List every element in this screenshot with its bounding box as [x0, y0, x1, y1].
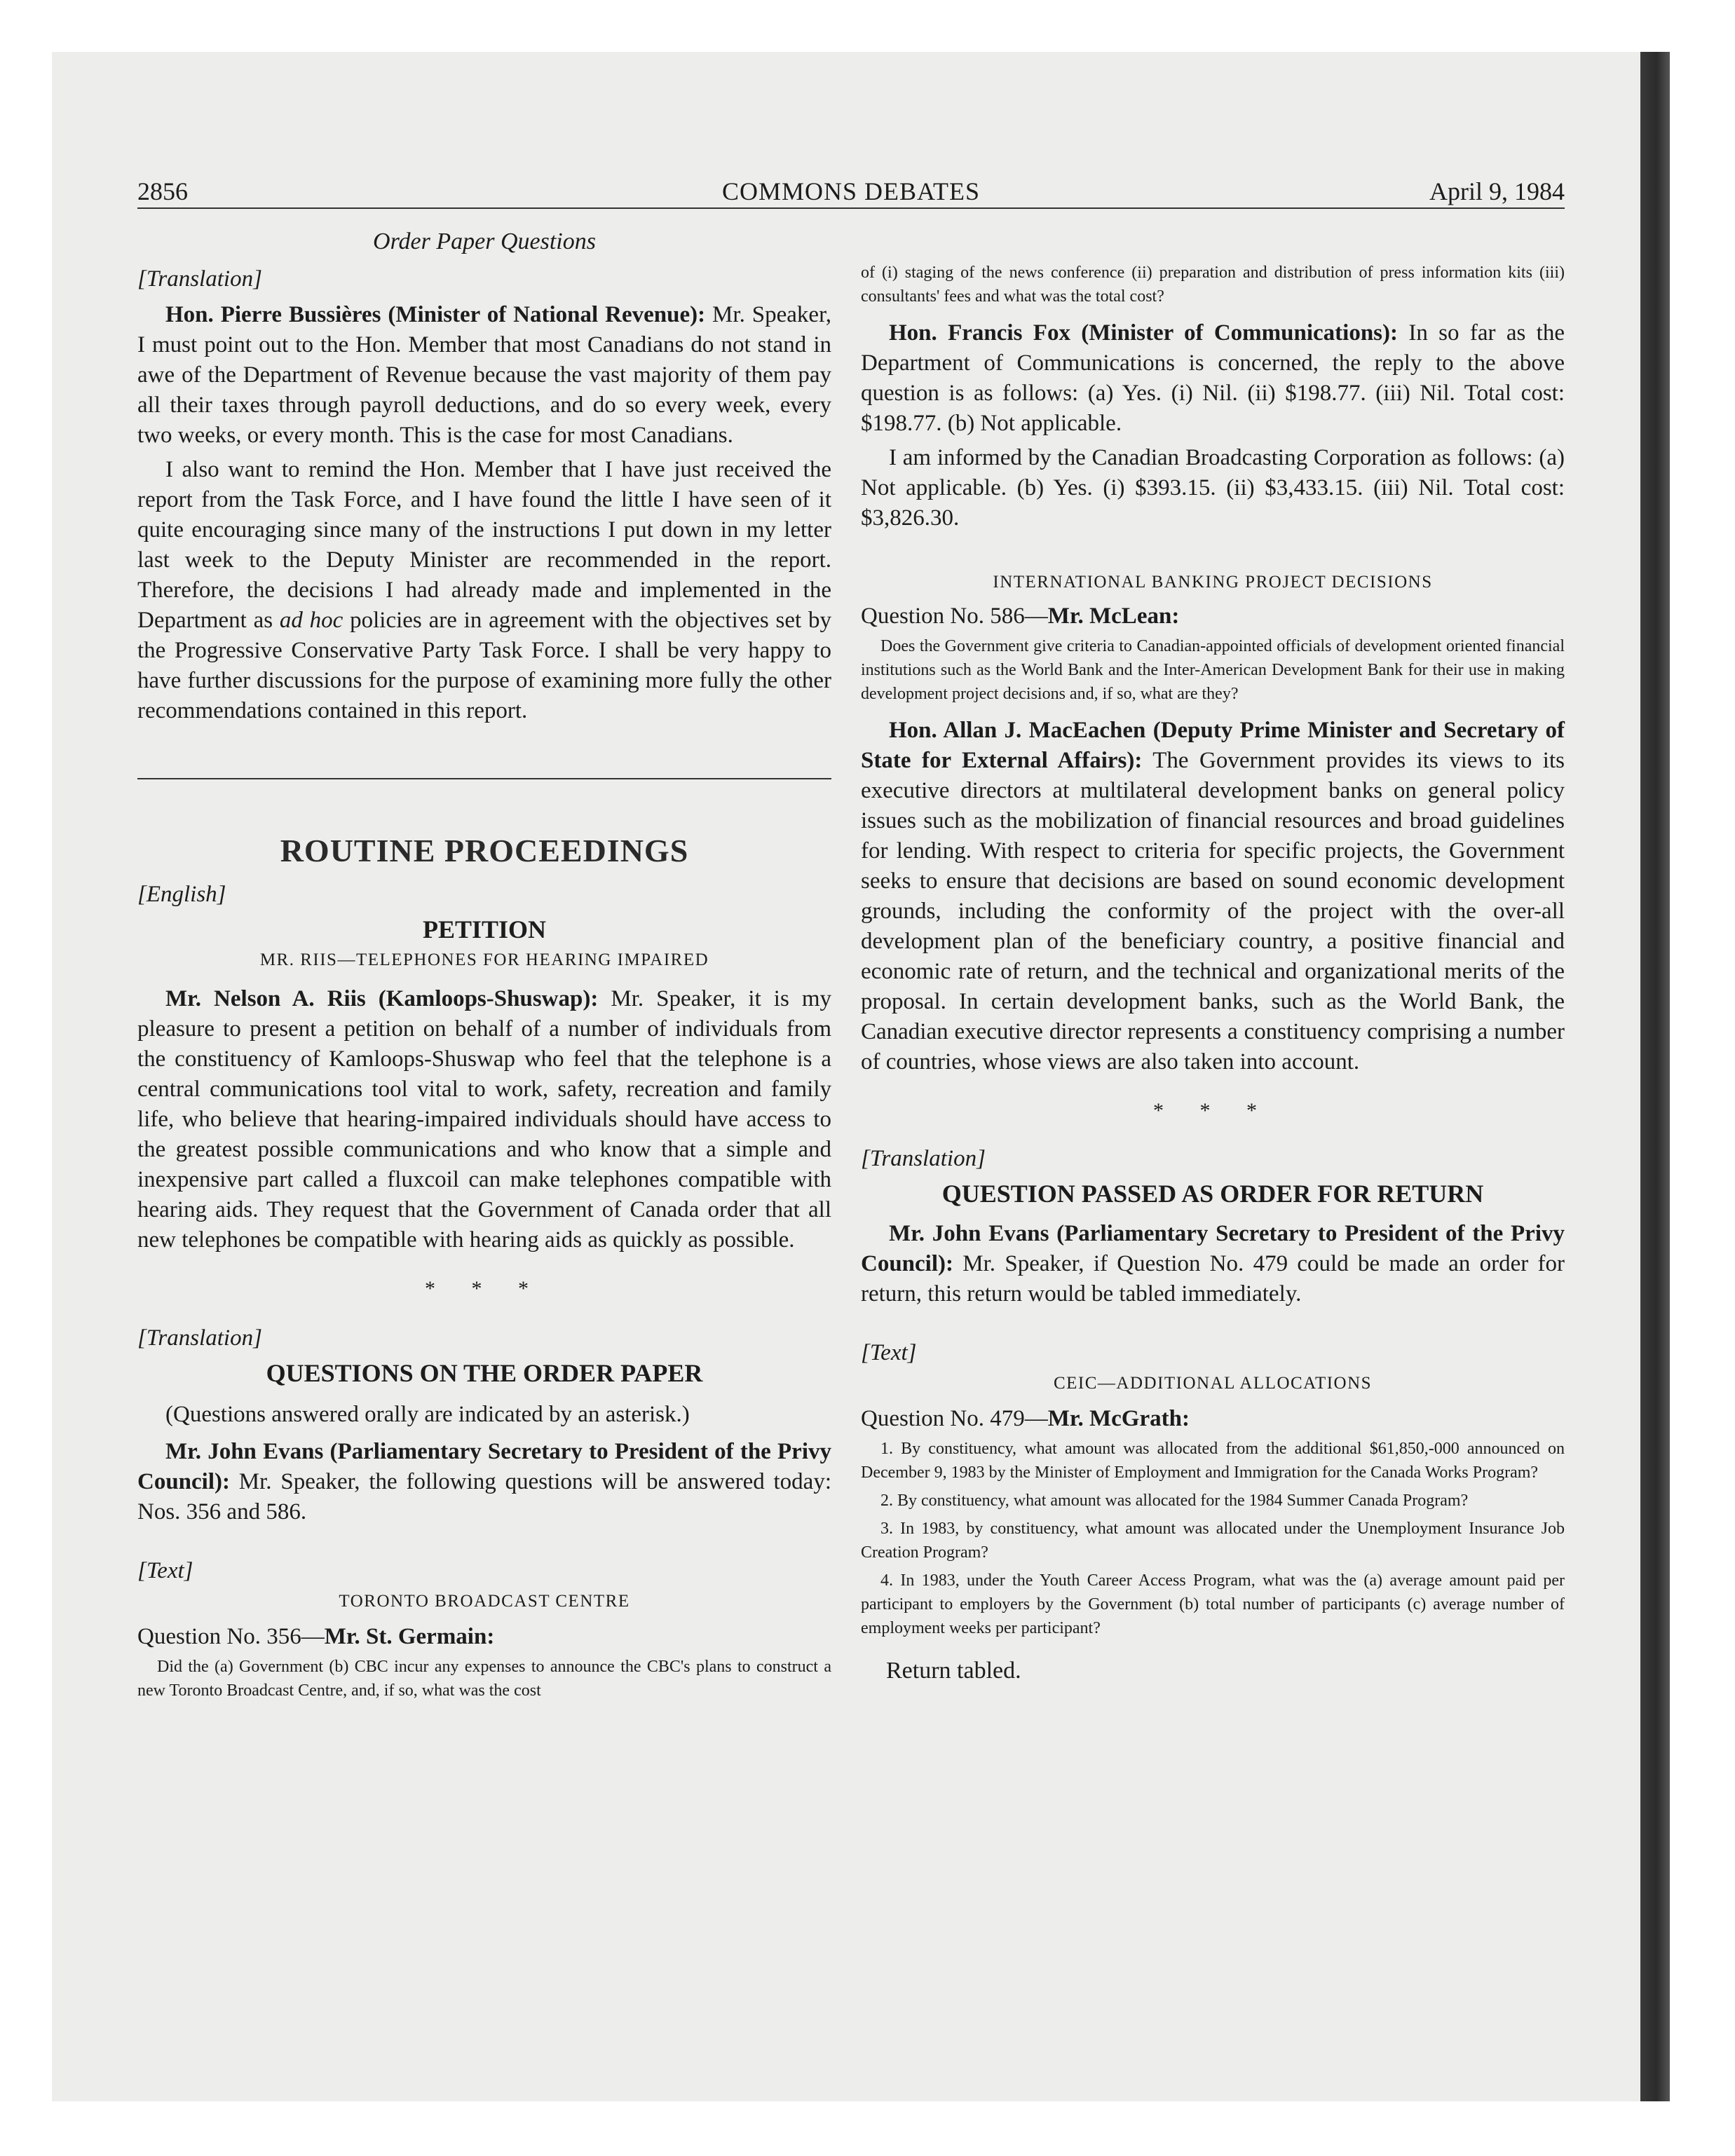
routine-proceedings-heading: ROUTINE PROCEEDINGS [280, 833, 689, 868]
speech-text: In so far as the Department of Communications is concerned, the reply to the above question is as follows: (a) Yes. (i) Nil. (ii) $198.77. (iii) Nil. Total cost: $198.77. (b) Not applicable. [861, 320, 1565, 436]
text-label: [Text] [137, 1558, 193, 1583]
text-label: [Text] [861, 1340, 917, 1365]
question-586 [861, 601, 1565, 632]
english-label: [English] [137, 882, 226, 907]
question-479-item-2: 2. By constituency, what amount was allocated for the 1984 Summer Canada Program? [880, 1492, 1469, 1510]
bussieres-speech-cont [137, 455, 831, 726]
question-356 [137, 1621, 831, 1652]
speaker-name: Mr. John Evans (Parliamentary Secretary to President of the Privy Council): [861, 1221, 1565, 1276]
page-edge-shadow [1640, 52, 1670, 2101]
speech-text: policies are in agreement with the objectives set by the Progressive Conservative Party Task Force. I shall be very happy to have further discussions for the purpose of examining more fully the other recommendations contained in this report. [137, 608, 831, 723]
question-479-item-1: 1. By constituency, what amount was allocated from the additional $61,850,-000 announced on December 9, 1983 by the Minister of Employment and Immigration for the Canada Works Program? [861, 1440, 1565, 1482]
petition-subheading: MR. RIIS—TELEPHONES FOR HEARING IMPAIRED [259, 950, 709, 969]
toronto-subheading: TORONTO BROADCAST CENTRE [339, 1592, 630, 1611]
maceachen-reply [861, 716, 1565, 1077]
question-number: Question No. 356— [137, 1624, 325, 1649]
evans-request [861, 1219, 1565, 1309]
riis-speech [137, 984, 831, 1255]
question-479-item-3: 3. In 1983, by constituency, what amount was allocated under the Unemployment Insurance Job Creation Program? [861, 1520, 1565, 1562]
translation-label: [Translation] [137, 1325, 262, 1351]
question-number: Question No. 479— [861, 1406, 1048, 1431]
question-479-item-4: 4. In 1983, under the Youth Career Access Program, what was the (a) average amount paid per participant to employers by the Government (b) total number of participants (c) average number of employment weeks per participant? [861, 1571, 1565, 1637]
running-head [137, 171, 1565, 213]
section-stars: * * * [425, 1277, 544, 1300]
section-divider [137, 778, 831, 779]
speaker-name: Hon. Francis Fox (Minister of Communications): [889, 320, 1398, 346]
translation-label: [Translation] [137, 266, 262, 292]
section-stars: * * * [1153, 1099, 1272, 1122]
question-number: Question No. 586— [861, 603, 1048, 629]
speech-text: The Government provides its views to its executive directors at multilateral development banks on general policy issues such as the mobilization of financial resources and broad guidelines for lending. With respect to criteria for specific projects, the Government seeks to ensure that decisions are based on sound economic development grounds, including the conformity of the project with the over-all development plan of the beneficiary country, a positive financial and economic rate of return, and the technical and organizational merits of the proposal. In certain development banks, such as the World Bank, the Canadian executive director represents a constituency comprising a number of countries, whose views are also taken into account. [861, 748, 1565, 1074]
section-label: Order Paper Questions [373, 228, 596, 254]
question-member: Mr. McGrath: [1047, 1406, 1190, 1431]
left-column [137, 224, 831, 1703]
question-member: Mr. McLean: [1047, 603, 1180, 629]
order-for-return-heading: QUESTION PASSED AS ORDER FOR RETURN [941, 1180, 1484, 1208]
petition-heading: PETITION [422, 915, 547, 943]
question-member: Mr. St. Germain: [324, 1624, 495, 1649]
questions-heading: QUESTIONS ON THE ORDER PAPER [266, 1359, 703, 1387]
question-356-text-cont: of (i) staging of the news conference (ii) preparation and distribution of press information kits (iii) consultants' fees and what was the total cost? [861, 264, 1565, 306]
question-479 [861, 1403, 1565, 1434]
fox-reply [861, 318, 1565, 439]
banking-subheading: INTERNATIONAL BANKING PROJECT DECISIONS [993, 573, 1433, 592]
cbc-reply: I am informed by the Canadian Broadcasting Corporation as follows: (a) Not applicable. (b) Yes. (i) $393.15. (ii) $3,433.15. (iii) Nil. Total cost: $3,826.30. [861, 445, 1565, 531]
speech-text: Mr. Speaker, it is my pleasure to present a petition on behalf of a number of individuals from the constituency of Kamloops-Shuswap who feel that the telephone is a central communications tool vital to work, safety, recreation and family life, who believe that hearing-impaired individuals should have access to the greatest possible communications and who know that a simple and inexpensive part called a fluxcoil can make telephones compatible with hearing aids. They request that the Government of Canada order that all new telephones be compatible with hearing aids as quickly as possible. [137, 986, 831, 1253]
speaker-name: Hon. Allan J. MacEachen (Deputy Prime Minister and Secretary of State for External Affairs): [861, 718, 1565, 773]
questions-note: (Questions answered orally are indicated by an asterisk.) [165, 1402, 690, 1427]
speaker-name: Mr. John Evans (Parliamentary Secretary to President of the Privy Council): [137, 1439, 831, 1494]
right-column [861, 224, 1565, 1686]
page-number: 2856 [137, 177, 188, 205]
speech-italic: ad hoc [279, 608, 343, 633]
speech-text: I also want to remind the Hon. Member that I have just received the report from the Task Force, and I have found the little I have seen of it quite encouraging since many of the instructions I put down in my letter last week to the Deputy Minister are recommended in the report. Therefore, the decisions I had already made and implemented in the Department as [137, 457, 831, 633]
question-356-text: Did the (a) Government (b) CBC incur any expenses to announce the CBC's plans to construct a new Toronto Broadcast Centre, and, if so, what was the cost [137, 1658, 831, 1700]
header-rule [137, 207, 1565, 209]
speaker-name: Hon. Pierre Bussières (Minister of National Revenue): [165, 302, 706, 327]
translation-label: [Translation] [861, 1146, 986, 1171]
speech-text: Mr. Speaker, if Question No. 479 could be made an order for return, this return would be tabled immediately. [861, 1251, 1565, 1306]
speech-text: Mr. Speaker, I must point out to the Hon. Member that most Canadians do not stand in awe of the Department of Revenue because the vast majority of them pay all their taxes through payroll deductions, and do so every week, every two weeks, or every month. This is the case for most Canadians. [137, 302, 831, 448]
bussieres-speech [137, 300, 831, 451]
publication-title: COMMONS DEBATES [721, 177, 981, 205]
question-586-text: Does the Government give criteria to Canadian-appointed officials of development oriented financial institutions such as the World Bank and the Inter-American Development Bank for their use in making development project decisions and, if so, what are they? [861, 637, 1565, 703]
ceic-subheading: CEIC—ADDITIONAL ALLOCATIONS [1053, 1374, 1373, 1393]
evans-speech [137, 1437, 831, 1527]
issue-date: April 9, 1984 [1429, 177, 1565, 205]
speaker-name: Mr. Nelson A. Riis (Kamloops-Shuswap): [165, 986, 599, 1011]
speech-text: Mr. Speaker, the following questions will be answered today: Nos. 356 and 586. [137, 1469, 831, 1524]
return-tabled: Return tabled. [886, 1658, 1021, 1684]
